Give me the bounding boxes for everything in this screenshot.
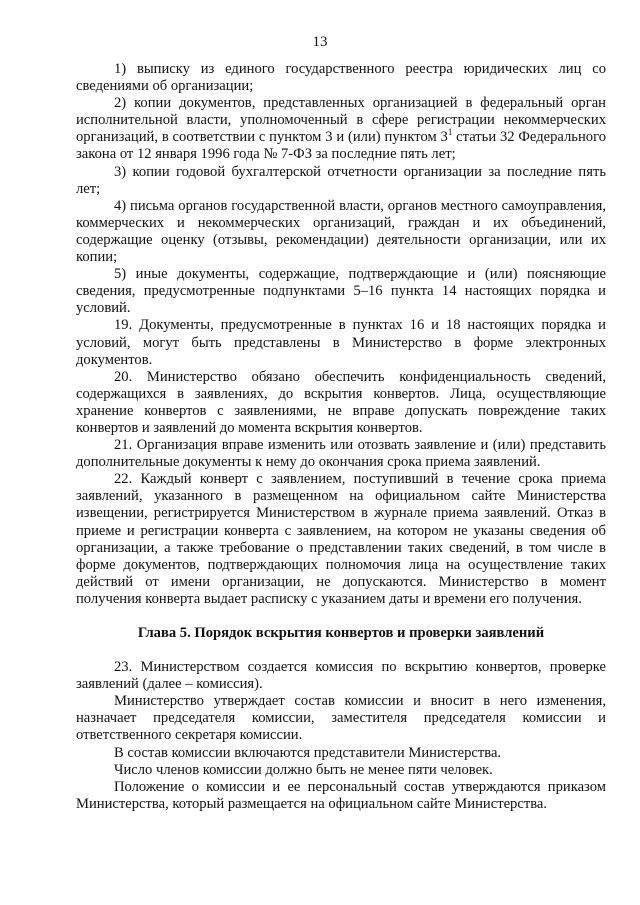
document-body — [76, 61, 606, 813]
paragraph: Положение о комиссии и ее персональный состав утверждаются приказом Министерства, который размещается на официальном сайте Министерства. — [76, 778, 606, 812]
paragraph-text: 2) копии документов, представленных организацией в федеральный орган исполнительной власти, уполномоченный в сфере регистрации некоммерческих организаций, в соответствии с пунктом 3 и (или) пунктом 3 — [76, 95, 606, 146]
chapter-heading: Глава 5. Порядок вскрытия конвертов и проверки заявлений — [137, 625, 545, 641]
paragraph-text: статьи 32 Федерального закона от 12 января 1996 года № 7-ФЗ за последние пять лет; — [76, 129, 606, 163]
page-number: 13 — [312, 34, 328, 50]
paragraph: В состав комиссии включаются представители Министерства. — [114, 744, 502, 761]
paragraph: 19. Документы, предусмотренные в пунктах 16 и 18 настоящих порядка и условий, могут быть представлены в Министерство в форме электронных документов. — [76, 317, 606, 368]
paragraph: Число членов комиссии должно быть не менее пяти человек. — [114, 761, 493, 778]
paragraph: 5) иные документы, содержащие, подтверждающие и (или) поясняющие сведения, предусмотренные подпунктами 5–16 пункта 14 настоящих порядка и условий. — [76, 266, 606, 317]
paragraph: 21. Организация вправе изменить или отозвать заявление и (или) представить дополнительные документы к нему до окончания срока приема заявлений. — [76, 437, 606, 471]
superscript: 1 — [447, 127, 453, 138]
paragraph-with-superscript — [76, 95, 606, 163]
paragraph: 3) копии годовой бухгалтерской отчетности организации за последние пять лет; — [76, 163, 606, 197]
paragraph: 23. Министерством создается комиссия по вскрытию конвертов, проверке заявлений (далее – комиссия). — [76, 659, 606, 693]
paragraph: Министерство утверждает состав комиссии и вносит в него изменения, назначает председателя комиссии, заместителя председателя комиссии и ответственного секретаря комиссии. — [76, 693, 606, 744]
paragraph: 4) письма органов государственной власти, органов местного самоуправления, коммерческих и некоммерческих организаций, граждан и их объединений, содержащие оценку (отзывы, рекомендации) деятельности организации, или их копии; — [76, 197, 606, 266]
paragraph: 1) выписку из единого государственного реестра юридических лиц со сведениями об организации; — [76, 61, 606, 95]
paragraph: 22. Каждый конверт с заявлением, поступивший в течение срока приема заявлений, указанного в размещенном на официальном сайте Министерства извещении, регистрируется Министерством в журнале приема заявлений. Отказ в приеме и регистрации конверта с заявлением, на котором не указаны сведения об организации, а также требование о представлении таких сведений, в том числе в форме документов, подтверждающих полномочия лица на осуществление таких действий от имени организации, не допускаются. Министерство в момент получения конверта выдает расписку с указанием даты и времени его получения. — [76, 471, 606, 607]
paragraph: 20. Министерство обязано обеспечить конфиденциальность сведений, содержащихся в заявлениях, до вскрытия конвертов. Лица, осуществляющие хранение конвертов с заявлениями, не вправе допускать повреждение таких конвертов и заявлений до момента вскрытия конвертов. — [76, 368, 606, 436]
